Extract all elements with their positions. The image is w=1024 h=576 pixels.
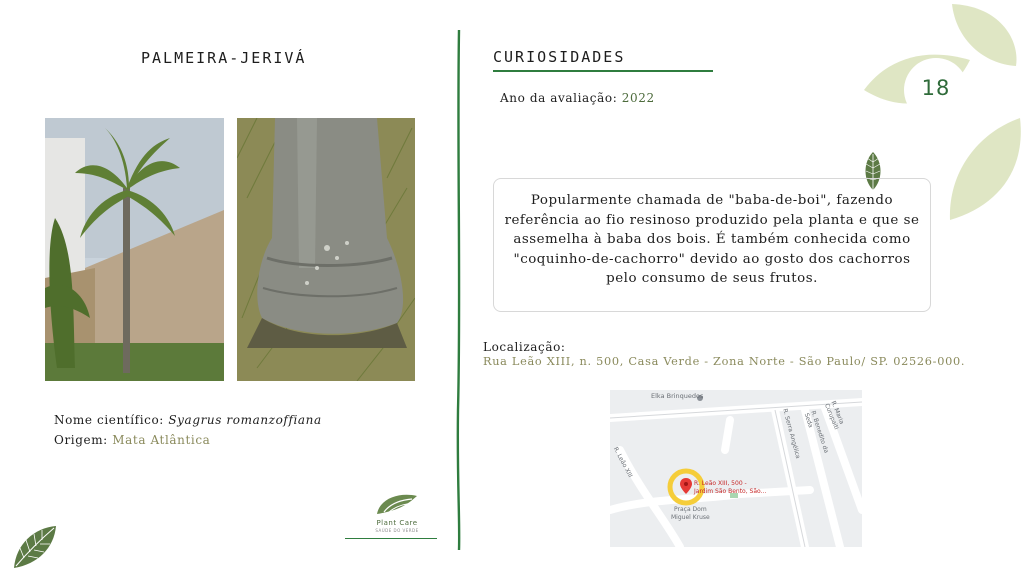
- location-address: Rua Leão XIII, n. 500, Casa Verde - Zona Norte - São Paulo/ SP. 02526-000.: [483, 355, 966, 368]
- evaluation-line: [500, 91, 655, 105]
- trunk-photo: [237, 118, 415, 381]
- map-marker-label-2: Jardim São Bento, São...: [694, 488, 767, 495]
- evaluation-year: 2022: [621, 91, 655, 105]
- origin-line: [54, 433, 210, 447]
- logo-name: Plant Care: [376, 519, 418, 527]
- scientific-name-label: Nome científico:: [54, 413, 164, 427]
- plant-title: PALMEIRA-JERIVÁ: [141, 49, 307, 67]
- map-street-benedito: R. Benedito da Seda: [802, 410, 830, 454]
- map-street-leao: R. Leão XIII: [611, 446, 634, 479]
- location-label: Localização:: [483, 340, 566, 354]
- map-poi-top: Elka Brinquedos: [651, 392, 704, 400]
- section-title: CURIOSIDADES: [493, 48, 626, 66]
- scientific-name-line: [54, 413, 322, 427]
- page-number: 18: [921, 76, 951, 100]
- map-street-maria: R. Maria Curupaiti: [823, 400, 846, 431]
- logo-tagline: SAÚDE DO VERDE: [375, 528, 419, 533]
- logo-underline: [345, 538, 437, 539]
- map-square-2: Miguel Kruse: [671, 514, 710, 521]
- origin-label: Origem:: [54, 433, 108, 447]
- section-underline: [493, 70, 713, 72]
- plant-care-logo: [372, 490, 422, 518]
- location-map[interactable]: [610, 390, 862, 547]
- map-square-1: Praça Dom: [674, 506, 707, 513]
- leaf-icon-bottom-left: [10, 522, 60, 572]
- scientific-name: Syagrus romanzoffiana: [168, 413, 322, 427]
- palm-photo: [45, 118, 224, 381]
- description-box: [493, 178, 931, 312]
- evaluation-label: Ano da avaliação:: [500, 91, 618, 105]
- origin-value: Mata Atlântica: [112, 433, 211, 447]
- map-marker-label-1: R. Leão XIII, 500 -: [694, 480, 747, 487]
- description-text: Popularmente chamada de "baba-de-boi", fazendo referência ao fio resinoso produzido pela planta e que se assemelha à baba dos bois. É também conhecida como "coquinho-de-cachorro" devido ao gosto dos cachorros pelo consumo de seus frutos.: [504, 193, 920, 286]
- vertical-divider: [454, 30, 464, 550]
- map-pin-icon[interactable]: [679, 477, 693, 495]
- map-street-serra: R. Serra Angélica: [781, 408, 802, 460]
